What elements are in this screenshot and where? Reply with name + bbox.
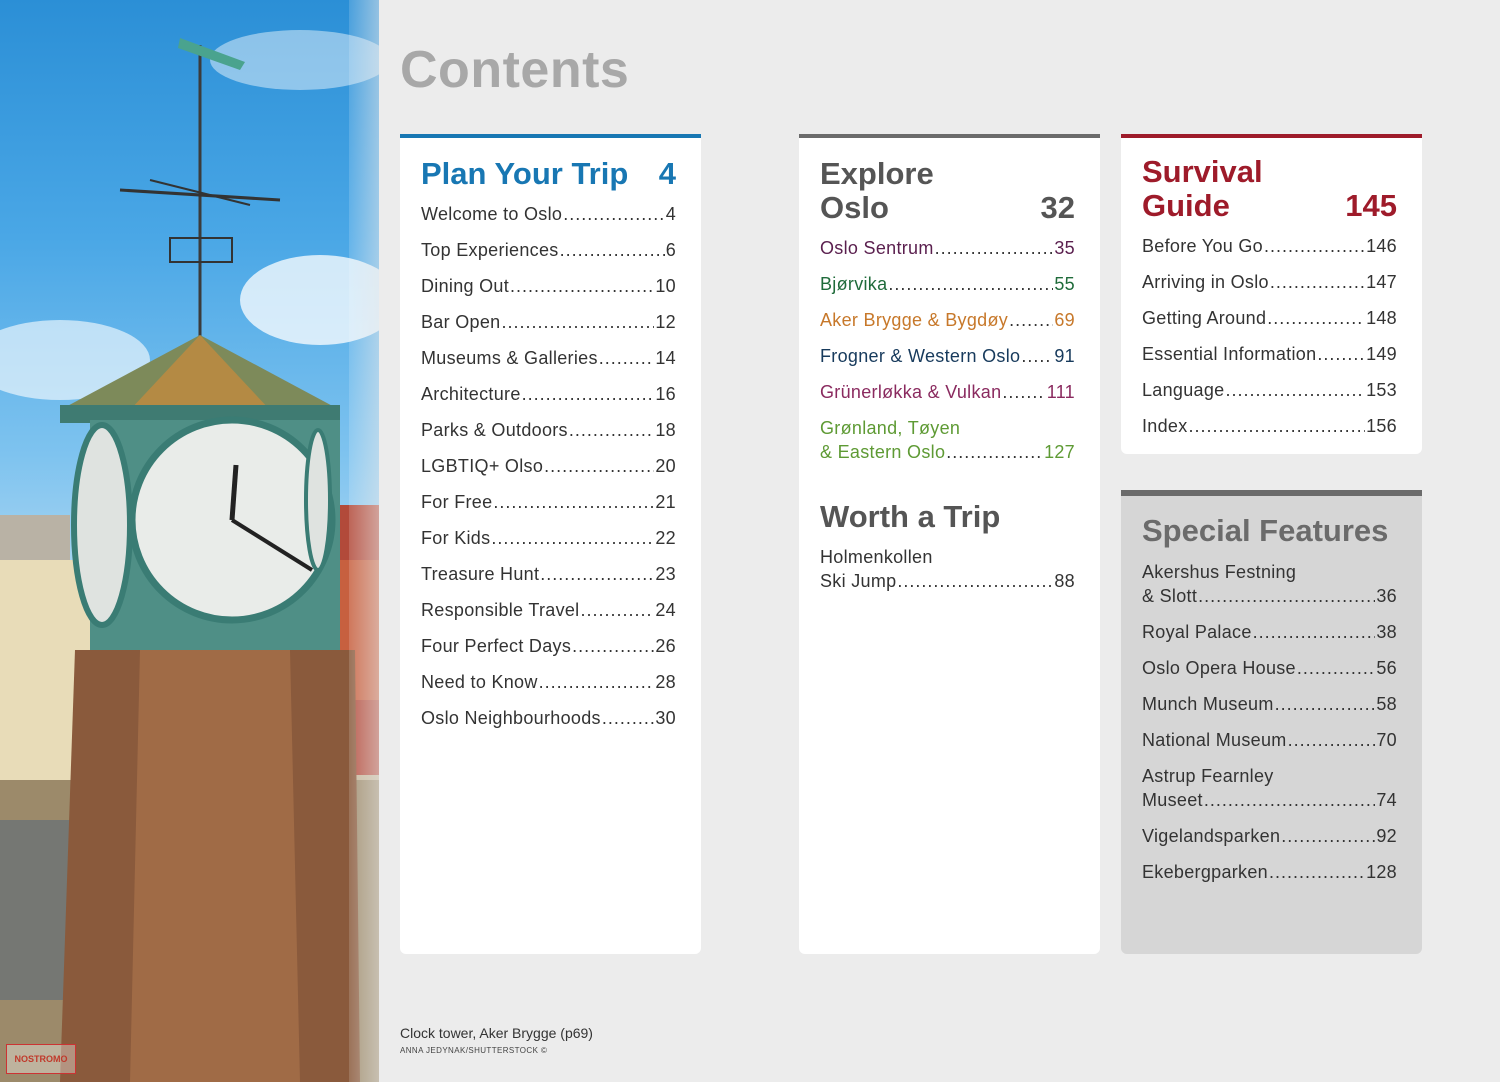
toc-entry-row	[820, 344, 1075, 368]
toc-entry-page: 74	[1376, 790, 1397, 810]
toc-entry-label: Bjørvika	[820, 274, 888, 294]
toc-entry[interactable]	[1142, 620, 1397, 644]
toc-entry[interactable]	[820, 380, 1075, 404]
toc-entry-row	[1142, 692, 1397, 716]
toc-entry[interactable]	[421, 238, 676, 262]
toc-entry-label: Responsible Travel	[421, 600, 580, 620]
toc-entry-page: 30	[655, 708, 676, 728]
explore-oslo-card	[799, 134, 1100, 954]
dot-leader	[1317, 342, 1365, 366]
toc-entry-page: 146	[1366, 236, 1397, 256]
toc-entry-row	[1142, 728, 1397, 752]
toc-entry-page: 21	[655, 492, 676, 512]
toc-entry[interactable]	[421, 526, 676, 550]
toc-entry-row	[820, 236, 1075, 260]
dot-leader	[1267, 306, 1365, 330]
survival-guide-card	[1121, 134, 1422, 454]
toc-entry[interactable]	[820, 236, 1075, 260]
toc-entry-page: 38	[1376, 622, 1397, 642]
toc-entry-row	[1142, 306, 1397, 330]
toc-entry[interactable]	[421, 310, 676, 334]
toc-entry[interactable]	[421, 598, 676, 622]
toc-entry-page: 127	[1044, 442, 1075, 462]
toc-entry-row	[820, 440, 1075, 464]
toc-entry-label: Dining Out	[421, 276, 510, 296]
dot-leader	[501, 310, 654, 334]
toc-entry-row	[1142, 620, 1397, 644]
toc-entry[interactable]	[820, 272, 1075, 296]
toc-entry-row	[421, 274, 676, 298]
toc-entry-label: Oslo Opera House	[1142, 658, 1296, 678]
toc-entry-page: 92	[1376, 826, 1397, 846]
toc-entry-row	[820, 308, 1075, 332]
dot-leader	[1226, 378, 1366, 402]
toc-entry-row	[1142, 234, 1397, 258]
toc-entry-label: Vigelandsparken	[1142, 826, 1281, 846]
toc-entry-row	[1142, 270, 1397, 294]
toc-entry-page: 35	[1054, 238, 1075, 258]
dot-leader	[935, 236, 1054, 260]
toc-entry-page: 149	[1366, 344, 1397, 364]
toc-entry-page: 55	[1054, 274, 1075, 294]
toc-entry[interactable]	[421, 634, 676, 658]
toc-entry-row	[421, 670, 676, 694]
toc-entry[interactable]	[421, 562, 676, 586]
toc-entry[interactable]	[1142, 306, 1397, 330]
toc-entry-label: Grønland, Tøyen	[820, 418, 961, 438]
toc-entry-label: Oslo Neighbourhoods	[421, 708, 601, 728]
dot-leader	[888, 272, 1053, 296]
toc-entry-page: 28	[655, 672, 676, 692]
dot-leader	[599, 346, 655, 370]
toc-entry-row	[421, 310, 676, 334]
dot-leader	[1204, 788, 1376, 812]
toc-entry-page: 18	[655, 420, 676, 440]
toc-entry-row	[421, 454, 676, 478]
toc-entry[interactable]	[421, 490, 676, 514]
special-features-heading	[1142, 514, 1402, 548]
toc-entry-page: 156	[1366, 416, 1397, 436]
toc-entry-label: Aker Brygge & Bygdøy	[820, 310, 1009, 330]
toc-entry-label: Frogner & Western Oslo	[820, 346, 1021, 366]
toc-entry-label: Ski Jump	[820, 571, 897, 591]
toc-entry-page: 16	[655, 384, 676, 404]
dot-leader	[1281, 824, 1375, 848]
toc-entry-row	[421, 706, 676, 730]
toc-entry-label: For Kids	[421, 528, 491, 548]
toc-entry-label: Museums & Galleries	[421, 348, 598, 368]
toc-entry-page: 69	[1054, 310, 1075, 330]
toc-entry-page: 56	[1376, 658, 1397, 678]
toc-entry-row	[1142, 378, 1397, 402]
page-gutter	[349, 0, 379, 1082]
toc-entry-row	[421, 202, 676, 226]
toc-entry-label: Astrup Fearnley	[1142, 766, 1274, 786]
toc-entry-row	[820, 380, 1075, 404]
toc-entry-row	[1142, 414, 1397, 438]
explore-oslo-title-line1: Explore	[820, 156, 934, 191]
toc-entry[interactable]	[1142, 560, 1397, 608]
toc-entry-page: 88	[1054, 571, 1075, 591]
toc-entry-label: Essential Information	[1142, 344, 1317, 364]
toc-entry[interactable]	[421, 670, 676, 694]
toc-entry-label: Before You Go	[1142, 236, 1263, 256]
special-features-title: Special Features	[1142, 513, 1389, 548]
explore-oslo-title-line2: Oslo	[820, 190, 889, 225]
publisher-logo: NOSTROMO	[6, 1044, 76, 1074]
page-title: Contents	[400, 41, 630, 99]
toc-entry-row	[421, 346, 676, 370]
dot-leader	[1297, 656, 1376, 680]
survival-guide-page: 145	[1345, 188, 1397, 223]
toc-entry-page: 58	[1376, 694, 1397, 714]
plan-your-trip-title: Plan Your Trip	[421, 156, 629, 191]
toc-entry-label: Getting Around	[1142, 308, 1267, 328]
dot-leader	[569, 418, 655, 442]
toc-entry-label: & Slott	[1142, 586, 1198, 606]
toc-entry[interactable]	[1142, 764, 1397, 812]
toc-entry-label: Museet	[1142, 790, 1203, 810]
toc-entry-label: Top Experiences	[421, 240, 559, 260]
dot-leader	[1275, 692, 1376, 716]
photo-caption: Clock tower, Aker Brygge (p69)	[400, 1025, 593, 1041]
toc-entry-label: Bar Open	[421, 312, 501, 332]
toc-entry[interactable]	[421, 418, 676, 442]
toc-entry-page: 22	[655, 528, 676, 548]
toc-entry[interactable]	[421, 274, 676, 298]
toc-entry-page: 14	[655, 348, 676, 368]
toc-entry-row	[421, 382, 676, 406]
plan-your-trip-card	[400, 134, 701, 954]
dot-leader	[1198, 584, 1375, 608]
toc-entry[interactable]	[1142, 270, 1397, 294]
toc-entry-row	[1142, 342, 1397, 366]
toc-entry[interactable]	[1142, 860, 1397, 884]
toc-entry-page: 4	[665, 204, 676, 224]
dot-leader	[544, 454, 654, 478]
toc-entry[interactable]	[421, 706, 676, 730]
explore-oslo-heading[interactable]	[820, 157, 1075, 225]
toc-entry-label: Ekebergparken	[1142, 862, 1268, 882]
dot-leader	[946, 440, 1043, 464]
toc-entry[interactable]	[1142, 342, 1397, 366]
toc-entry-row	[421, 598, 676, 622]
toc-entry-row	[1142, 656, 1397, 680]
toc-entry-row	[1142, 860, 1397, 884]
dot-leader	[580, 598, 654, 622]
toc-entry-label: Treasure Hunt	[421, 564, 540, 584]
worth-a-trip-title: Worth a Trip	[820, 499, 1001, 534]
dot-leader	[1009, 308, 1053, 332]
toc-entry-page: 148	[1366, 308, 1397, 328]
dot-leader	[1288, 728, 1376, 752]
toc-entry-label: Akershus Festning	[1142, 562, 1297, 582]
worth-a-trip-heading	[820, 500, 1075, 534]
toc-entry-label: National Museum	[1142, 730, 1287, 750]
toc-entry[interactable]	[1142, 824, 1397, 848]
toc-entry[interactable]	[421, 382, 676, 406]
toc-entry-label: Oslo Sentrum	[820, 238, 934, 258]
toc-entry-label: Arriving in Oslo	[1142, 272, 1269, 292]
plan-your-trip-page: 4	[658, 156, 676, 191]
toc-entry[interactable]	[1142, 656, 1397, 680]
toc-entry-page: 10	[655, 276, 676, 296]
toc-entry-label: Grünerløkka & Vulkan	[820, 382, 1002, 402]
toc-entry[interactable]	[820, 308, 1075, 332]
toc-entry[interactable]	[820, 545, 1075, 593]
dot-leader	[491, 526, 654, 550]
dot-leader	[1002, 380, 1045, 404]
toc-entry-label: Holmenkollen	[820, 547, 933, 567]
toc-entry[interactable]	[1142, 728, 1397, 752]
toc-entry-page: 6	[665, 240, 676, 260]
toc-entry[interactable]	[421, 346, 676, 370]
toc-entry-label: Welcome to Oslo	[421, 204, 563, 224]
toc-entry-page: 147	[1366, 272, 1397, 292]
dot-leader	[493, 490, 654, 514]
toc-entry-label: Architecture	[421, 384, 521, 404]
dot-leader	[1189, 414, 1366, 438]
photo-credit: ANNA JEDYNAK/SHUTTERSTOCK ©	[400, 1046, 548, 1055]
toc-entry-row	[1142, 584, 1397, 608]
toc-entry-row	[1142, 788, 1397, 812]
dot-leader	[1253, 620, 1376, 644]
survival-guide-title-line2: Guide	[1142, 188, 1230, 223]
toc-entry-label: Index	[1142, 416, 1188, 436]
toc-entry-page: 23	[655, 564, 676, 584]
clock-tower-illustration	[0, 0, 379, 1082]
toc-entry-label: & Eastern Oslo	[820, 442, 946, 462]
toc-entry-label: Munch Museum	[1142, 694, 1274, 714]
toc-entry-label: Royal Palace	[1142, 622, 1252, 642]
toc-entry[interactable]	[820, 416, 1075, 464]
toc-entry[interactable]	[1142, 378, 1397, 402]
toc-entry-page: 20	[655, 456, 676, 476]
dot-leader	[897, 569, 1053, 593]
plan-your-trip-heading[interactable]	[421, 157, 676, 191]
toc-entry-page: 36	[1376, 586, 1397, 606]
toc-entry-label: Parks & Outdoors	[421, 420, 568, 440]
toc-entry[interactable]	[421, 202, 676, 226]
dot-leader	[1269, 860, 1365, 884]
toc-entry-page: 12	[655, 312, 676, 332]
toc-entry-label: LGBTIQ+ Olso	[421, 456, 544, 476]
dot-leader	[560, 238, 665, 262]
toc-entry-row	[421, 238, 676, 262]
toc-entry-page: 111	[1046, 382, 1075, 402]
toc-entry[interactable]	[1142, 234, 1397, 258]
toc-entry-page: 128	[1366, 862, 1397, 882]
toc-entry-row	[421, 634, 676, 658]
toc-entry-row	[421, 490, 676, 514]
toc-entry-label: For Free	[421, 492, 493, 512]
toc-entry-row	[421, 418, 676, 442]
dot-leader	[572, 634, 654, 658]
toc-entry-row	[1142, 824, 1397, 848]
dot-leader	[540, 562, 654, 586]
toc-entry-label: Four Perfect Days	[421, 636, 572, 656]
toc-entry-row	[421, 562, 676, 586]
toc-entry-row	[820, 569, 1075, 593]
toc-entry[interactable]	[1142, 692, 1397, 716]
dot-leader	[510, 274, 654, 298]
toc-entry-row	[421, 526, 676, 550]
toc-entry-page: 26	[655, 636, 676, 656]
special-features-card	[1121, 490, 1422, 954]
dot-leader	[1270, 270, 1365, 294]
toc-entry-page: 91	[1054, 346, 1075, 366]
cover-photo-clock-tower	[0, 0, 379, 1082]
toc-entry-row	[820, 272, 1075, 296]
toc-entry[interactable]	[1142, 414, 1397, 438]
dot-leader	[522, 382, 655, 406]
toc-entry-label: Need to Know	[421, 672, 538, 692]
toc-entry-page: 24	[655, 600, 676, 620]
toc-entry[interactable]	[820, 344, 1075, 368]
dot-leader	[563, 202, 664, 226]
toc-entry-page: 70	[1376, 730, 1397, 750]
explore-oslo-page: 32	[1040, 190, 1075, 225]
toc-entry-page: 153	[1366, 380, 1397, 400]
toc-entry-label: Language	[1142, 380, 1225, 400]
dot-leader	[1264, 234, 1365, 258]
toc-entry[interactable]	[421, 454, 676, 478]
dot-leader	[602, 706, 655, 730]
survival-guide-heading[interactable]	[1142, 155, 1397, 223]
dot-leader	[1021, 344, 1053, 368]
dot-leader	[539, 670, 655, 694]
survival-guide-title-line1: Survival	[1142, 154, 1263, 189]
